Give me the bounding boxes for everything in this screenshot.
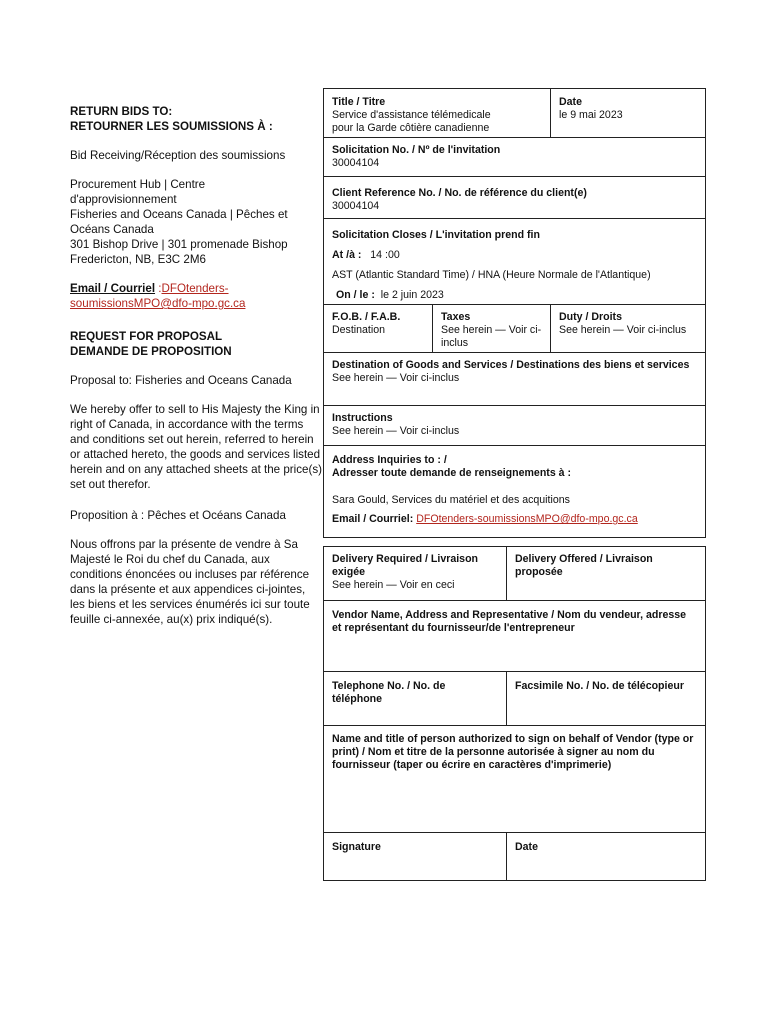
delivery-required-value: See herein — Voir en ceci — [332, 579, 455, 591]
email-block — [70, 281, 322, 311]
title-row — [324, 89, 705, 138]
address-line: Fisheries and Oceans Canada | Pêches et — [70, 208, 288, 221]
address-line: Procurement Hub | Centre — [70, 178, 206, 191]
return-bids-en: RETURN BIDS TO: — [70, 105, 173, 118]
title-value-1: Service d'assistance télémedicale — [332, 109, 491, 121]
return-bids-heading — [70, 104, 322, 134]
rfp-fr: DEMANDE DE PROPOSITION — [70, 345, 232, 358]
left-column — [70, 104, 322, 641]
closing-cell — [324, 219, 659, 304]
vendor-cell[interactable] — [324, 601, 705, 671]
bid-form — [323, 88, 706, 881]
destination-row — [324, 353, 705, 406]
delivery-row — [324, 547, 705, 601]
client-ref-label: Client Reference No. / No. de référence du client(e) — [332, 187, 587, 199]
title-cell — [324, 89, 550, 137]
email-label: Email / Courriel — [70, 282, 156, 295]
closing-date — [332, 289, 651, 302]
date-label: Date — [559, 96, 582, 108]
title-label: Title / Titre — [332, 96, 386, 108]
signature-date-cell[interactable] — [506, 833, 705, 880]
solicitation-value: 30004104 — [332, 157, 380, 169]
address-line: Océans Canada — [70, 223, 154, 236]
authorized-label: Name and title of person authorized to sign on behalf of Vendor (type or print) / Nom et titre de la personne autorisée à signer au nom du fournisseur (taper ou écrire en caractères d'imprimerie) — [332, 733, 694, 771]
solicitation-cell — [324, 138, 508, 176]
vendor-label: Vendor Name, Address and Representative / Nom du vendeur, adresse et représentant du fournisseur/de l'entrepreneur — [332, 609, 687, 634]
signature-date-label: Date — [515, 841, 538, 853]
instructions-row — [324, 406, 705, 446]
signature-row — [324, 833, 705, 880]
telephone-label: Telephone No. / No. de téléphone — [332, 680, 446, 705]
duty-cell — [550, 305, 705, 352]
instructions-label: Instructions — [332, 412, 393, 424]
delivery-offered-cell[interactable] — [506, 547, 705, 600]
proposal-to: Proposal to: Fisheries and Oceans Canada — [70, 374, 292, 387]
authorized-row — [324, 726, 705, 833]
at-value: 14 :00 — [370, 249, 400, 261]
date-cell — [550, 89, 705, 137]
vendor-info-box — [323, 546, 706, 881]
duty-label: Duty / Droits — [559, 311, 622, 323]
taxes-label: Taxes — [441, 311, 471, 323]
fob-cell — [324, 305, 432, 352]
contact-email-link[interactable]: DFOtenders-soumissionsMPO@dfo-mpo.gc.ca — [416, 513, 638, 525]
facsimile-label: Facsimile No. / No. de télécopieur — [515, 680, 684, 692]
signature-label: Signature — [332, 841, 381, 853]
taxes-cell — [432, 305, 550, 352]
offer-text-en: We hereby offer to sell to His Majesty the King in right of Canada, in accordance with the terms and conditions set out herein, referred to herein or attached hereto, the goods and services listed herein and on any attached sheets at the price(s) set out therefor. — [70, 403, 322, 491]
closes-label: Solicitation Closes / L'invitation prend fin — [332, 229, 540, 241]
proposition-fr: Proposition à : Pêches et Océans Canada — [70, 509, 286, 522]
fob-value: Destination — [332, 324, 385, 336]
client-ref-value: 30004104 — [332, 200, 380, 212]
taxes-value: See herein — Voir ci-inclus — [441, 324, 542, 349]
phone-fax-row — [324, 672, 705, 726]
procurement-address — [70, 177, 322, 267]
vendor-row — [324, 601, 705, 672]
address-line: Fredericton, NB, E3C 2M6 — [70, 253, 206, 266]
rfp-heading — [70, 329, 322, 359]
header-info-box — [323, 88, 706, 538]
fob-label: F.O.B. / F.A.B. — [332, 311, 401, 323]
solicitation-row — [324, 138, 705, 177]
fob-taxes-duty-row — [324, 305, 705, 353]
date-value: le 9 mai 2023 — [559, 109, 623, 121]
telephone-cell[interactable] — [324, 672, 506, 725]
client-ref-cell — [324, 177, 595, 218]
duty-value: See herein — Voir ci-inclus — [559, 324, 687, 336]
bid-receiving: Bid Receiving/Réception des soumissions — [70, 149, 286, 162]
contact-name: Sara Gould, Services du matériel et des acquitions — [332, 494, 570, 506]
client-ref-row — [324, 177, 705, 219]
facsimile-cell[interactable] — [506, 672, 705, 725]
destination-label: Destination of Goods and Services / Destinations des biens et services — [332, 359, 690, 371]
instructions-value: See herein — Voir ci-inclus — [332, 425, 460, 437]
closing-time — [332, 249, 651, 262]
authorized-cell[interactable] — [324, 726, 705, 832]
signature-cell[interactable] — [324, 833, 506, 880]
closing-row — [324, 219, 705, 305]
inquiries-row — [324, 446, 705, 537]
address-line: d'approvisionnement — [70, 193, 177, 206]
solicitation-label: Solicitation No. / Nº de l'invitation — [332, 144, 501, 156]
at-label: At /à : — [332, 249, 362, 261]
return-bids-fr: RETOURNER LES SOUMISSIONS À : — [70, 120, 273, 133]
destination-cell — [324, 353, 697, 405]
delivery-required-cell — [324, 547, 506, 600]
delivery-required-label: Delivery Required / Livraison exigée — [332, 553, 479, 578]
offer-text-fr: Nous offrons par la présente de vendre à Sa Majesté le Roi du chef du Canada, aux conditions énoncées ou incluses par référence dans la présente et aux appendices ci-jointes, les biens et les services énumérés ici sur toute feuille ci-annexée, au(x) prix indiqué(s). — [70, 538, 310, 626]
destination-value: See herein — Voir ci-inclus — [332, 372, 460, 384]
contact-email — [332, 513, 638, 526]
on-value: le 2 juin 2023 — [380, 289, 444, 301]
inquiries-label-1: Address Inquiries to : / — [332, 454, 447, 466]
inquiries-cell — [324, 446, 646, 537]
email-link-part1[interactable]: DFOtenders- — [161, 282, 229, 295]
email-link-part2[interactable]: soumissionsMPO@dfo-mpo.gc.ca — [70, 297, 246, 310]
email-sep: : — [155, 282, 162, 295]
delivery-offered-label: Delivery Offered / Livraison proposée — [515, 553, 653, 578]
inquiries-label-2: Adresser toute demande de renseignements à : — [332, 467, 572, 479]
address-line: 301 Bishop Drive | 301 promenade Bishop — [70, 238, 288, 251]
contact-email-label: Email / Courriel: — [332, 513, 414, 525]
timezone: AST (Atlantic Standard Time) / HNA (Heure Normale de l'Atlantique) — [332, 269, 651, 281]
title-value-2: pour la Garde côtière canadienne — [332, 122, 490, 134]
on-label: On / le : — [336, 289, 375, 301]
rfp-en: REQUEST FOR PROPOSAL — [70, 330, 223, 343]
instructions-cell — [324, 406, 467, 445]
